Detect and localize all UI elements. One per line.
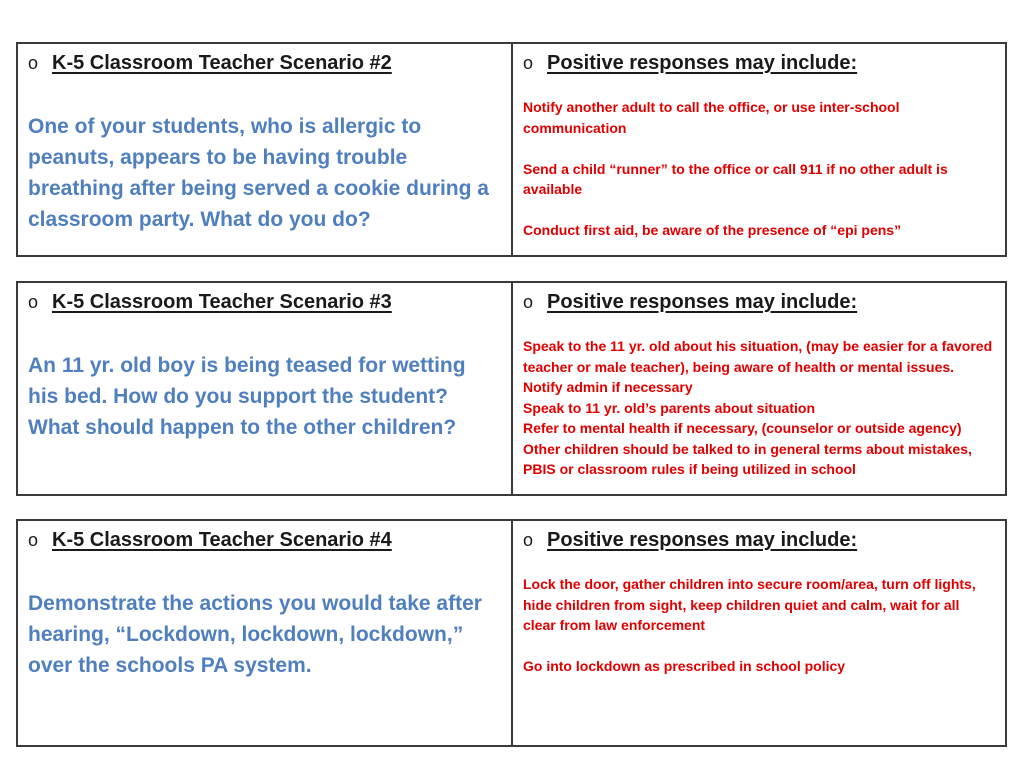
scenario-text: Demonstrate the actions you would take after hearing, “Lockdown, lockdown, lockdown,” over the schools PA system.	[28, 592, 482, 677]
scenario-title: K-5 Classroom Teacher Scenario #2	[52, 52, 392, 74]
spacer	[523, 138, 995, 159]
responses-list	[523, 97, 995, 241]
responses-cell	[513, 283, 1005, 494]
scenario-text: An 11 yr. old boy is being teased for wetting his bed. How do you support the student? What should happen to the other children?	[28, 354, 466, 439]
response-item: Other children should be talked to in general terms about mistakes, PBIS or classroom rules if being utilized in school	[523, 440, 972, 477]
scenario-cell	[18, 521, 513, 745]
bullet-icon: o	[523, 292, 534, 312]
responses-list	[523, 574, 995, 677]
scenario-block-2	[16, 42, 1007, 257]
response-item: Speak to the 11 yr. old about his situation, (may be easier for a favored teacher or male teacher), being aware of health or mental issues. Notify admin if necessary	[523, 338, 993, 395]
scenario-heading	[28, 291, 501, 314]
bullet-icon: o	[523, 530, 534, 550]
responses-cell	[513, 521, 1005, 745]
responses-list	[523, 336, 995, 480]
response-item: Conduct first aid, be aware of the presence of “epi pens”	[523, 222, 902, 238]
responses-cell	[513, 44, 1005, 255]
response-item: Go into lockdown as prescribed in school policy	[523, 658, 846, 674]
scenario-heading	[28, 529, 501, 552]
responses-title: Positive responses may include:	[547, 529, 858, 551]
spacer	[523, 200, 995, 221]
scenario-title: K-5 Classroom Teacher Scenario #3	[52, 291, 392, 313]
response-item: Speak to 11 yr. old’s parents about situation	[523, 399, 815, 416]
scenario-cell	[18, 283, 513, 494]
bullet-icon: o	[523, 53, 534, 73]
scenario-heading	[28, 52, 501, 75]
responses-heading	[523, 529, 995, 552]
bullet-icon: o	[28, 292, 39, 312]
scenario-block-3	[16, 281, 1007, 496]
response-item: Refer to mental health if necessary, (counselor or outside agency)	[523, 420, 962, 436]
scenario-title: K-5 Classroom Teacher Scenario #4	[52, 529, 392, 551]
responses-heading	[523, 291, 995, 314]
responses-title: Positive responses may include:	[547, 291, 858, 313]
response-item: Notify another adult to call the office, or use inter-school communication	[523, 99, 900, 136]
bullet-icon: o	[28, 53, 39, 73]
spacer	[523, 636, 995, 657]
response-item: Send a child “runner” to the office or call 911 if no other adult is available	[523, 160, 948, 197]
scenario-text: One of your students, who is allergic to peanuts, appears to be having trouble breathing after being served a cookie during a classroom party. What do you do?	[28, 115, 489, 231]
response-item: Lock the door, gather children into secure room/area, turn off lights, hide children from sight, keep children quiet and calm, wait for all clear from law enforcement	[523, 576, 976, 633]
bullet-icon: o	[28, 530, 39, 550]
scenario-block-4	[16, 519, 1007, 747]
scenario-cell	[18, 44, 513, 255]
responses-title: Positive responses may include:	[547, 52, 858, 74]
responses-heading	[523, 52, 995, 75]
